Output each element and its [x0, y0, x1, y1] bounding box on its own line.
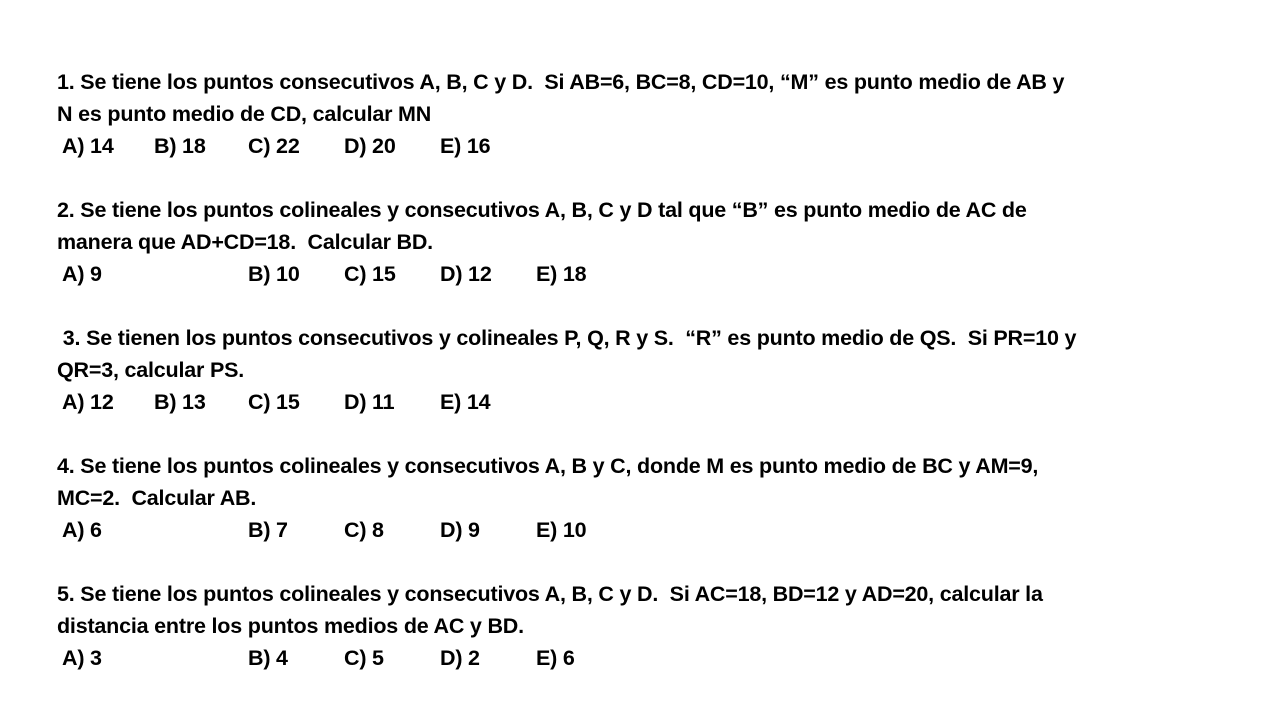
option-e: E) 6	[536, 646, 575, 670]
option-e: E) 16	[440, 134, 491, 158]
option-a: A) 12	[62, 390, 114, 414]
problem-text-line: manera que AD+CD=18. Calcular BD.	[57, 230, 433, 254]
option-c: C) 15	[344, 262, 396, 286]
problem-text-line: MC=2. Calcular AB.	[57, 486, 257, 510]
answer-options	[57, 386, 1237, 418]
problem-text-line: 2. Se tiene los puntos colineales y consecutivos A, B, C y D tal que “B” es punto medio de AC de	[57, 198, 1027, 222]
option-d: D) 20	[344, 134, 396, 158]
answer-options	[57, 642, 1237, 674]
problem-1	[57, 66, 1237, 162]
problem-3	[57, 322, 1237, 418]
problem-text-line: N es punto medio de CD, calcular MN	[57, 102, 432, 126]
option-d: D) 11	[344, 390, 395, 414]
answer-options	[57, 514, 1237, 546]
problem-4	[57, 450, 1237, 546]
problem-text-line: 3. Se tienen los puntos consecutivos y colineales P, Q, R y S. “R” es punto medio de QS. Si PR=10 y	[57, 326, 1077, 350]
option-a: A) 6	[62, 518, 102, 542]
option-b: B) 18	[154, 134, 206, 158]
option-a: A) 3	[62, 646, 102, 670]
option-e: E) 18	[536, 262, 587, 286]
problem-text-line: 4. Se tiene los puntos colineales y consecutivos A, B y C, donde M es punto medio de BC y AM=9,	[57, 454, 1039, 478]
option-c: C) 8	[344, 518, 384, 542]
option-c: C) 15	[248, 390, 300, 414]
option-d: D) 12	[440, 262, 492, 286]
problem-5	[57, 578, 1237, 674]
problem-2	[57, 194, 1237, 290]
problem-text-line: 1. Se tiene los puntos consecutivos A, B, C y D. Si AB=6, BC=8, CD=10, “M” es punto medio de AB y	[57, 70, 1065, 94]
option-b: B) 4	[248, 646, 288, 670]
answer-options	[57, 130, 1237, 162]
answer-options	[57, 258, 1237, 290]
option-d: D) 9	[440, 518, 480, 542]
problem-text-line: 5. Se tiene los puntos colineales y consecutivos A, B, C y D. Si AC=18, BD=12 y AD=20, calcular la	[57, 582, 1043, 606]
option-c: C) 22	[248, 134, 300, 158]
option-e: E) 14	[440, 390, 491, 414]
option-c: C) 5	[344, 646, 384, 670]
option-a: A) 14	[62, 134, 114, 158]
problem-text-line: distancia entre los puntos medios de AC y BD.	[57, 614, 524, 638]
option-b: B) 13	[154, 390, 206, 414]
option-d: D) 2	[440, 646, 480, 670]
option-b: B) 10	[248, 262, 300, 286]
problem-text-line: QR=3, calcular PS.	[57, 358, 245, 382]
option-a: A) 9	[62, 262, 102, 286]
option-e: E) 10	[536, 518, 587, 542]
option-b: B) 7	[248, 518, 288, 542]
